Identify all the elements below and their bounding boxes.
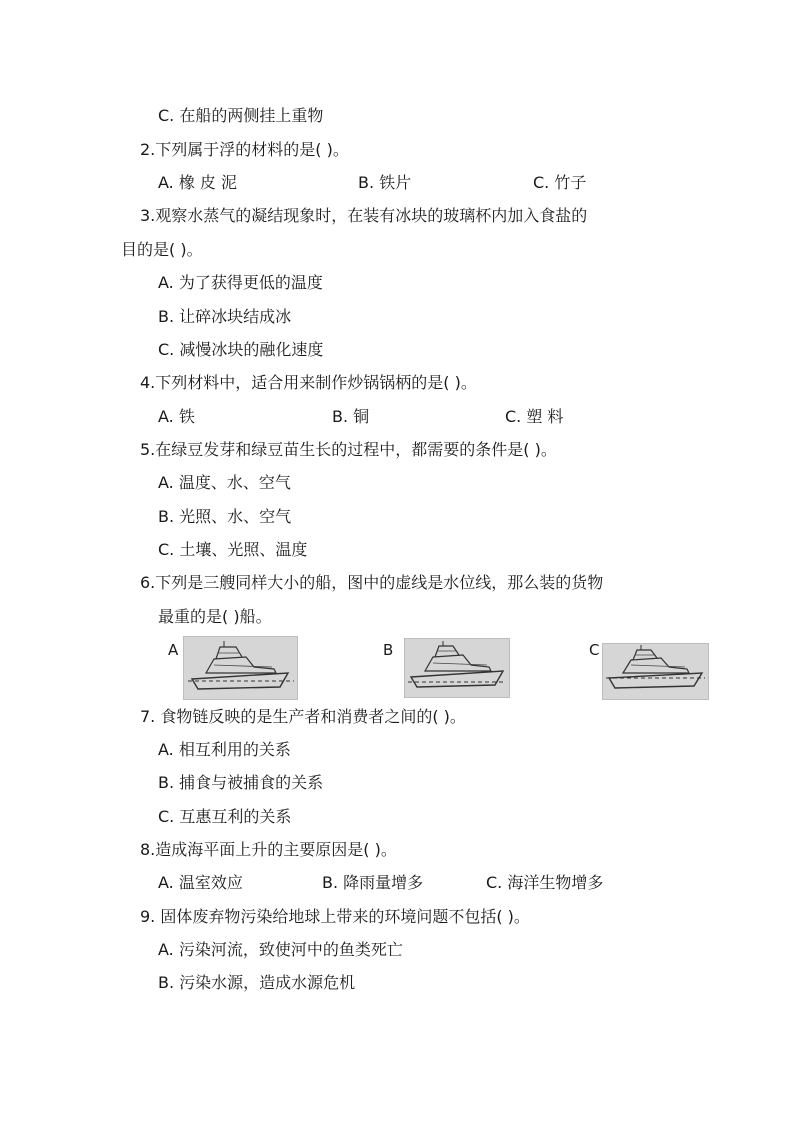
q8-question: 8.造成海平面上升的主要原因是( )。: [140, 840, 397, 859]
boat-a-image: [183, 636, 298, 700]
q9-question: 9. 固体废弃物污染给地球上带来的环境问题不包括( )。: [140, 907, 530, 926]
q5-question: 5.在绿豆发芽和绿豆苗生长的过程中，都需要的条件是( )。: [140, 440, 557, 459]
q3-question-line2: 目的是( )。: [121, 240, 203, 259]
q6-question-line2: 最重的是( )船。: [158, 607, 272, 626]
boat-icon: [603, 644, 708, 699]
q1-option-c: C. 在船的两侧挂上重物: [158, 106, 324, 125]
boat-icon: [184, 637, 297, 699]
q7-option-b: B. 捕食与被捕食的关系: [158, 773, 324, 792]
q4-option-a: A. 铁: [158, 407, 195, 426]
q4-options: [0, 407, 794, 427]
boat-c-label: C: [589, 641, 600, 659]
boat-c-image: [602, 643, 709, 700]
boat-b-image: [404, 638, 510, 698]
q3-option-c: C. 减慢冰块的融化速度: [158, 340, 324, 359]
q3-option-a: A. 为了获得更低的温度: [158, 273, 323, 292]
q2-option-c: C. 竹子: [533, 173, 587, 192]
q6-question-line1: 6.下列是三艘同样大小的船，图中的虚线是水位线，那么装的货物: [140, 573, 604, 592]
q3-option-b: B. 让碎冰块结成冰: [158, 307, 292, 326]
q8-option-a: A. 温室效应: [158, 873, 243, 892]
q4-option-b: B. 铜: [332, 407, 370, 426]
q9-option-a: A. 污染河流，致使河中的鱼类死亡: [158, 940, 403, 959]
q2-option-b: B. 铁片: [358, 173, 412, 192]
q5-option-a: A. 温度、水、空气: [158, 473, 291, 492]
boat-icon: [405, 639, 509, 697]
q8-options: [0, 873, 794, 893]
q9-option-b: B. 污染水源，造成水源危机: [158, 973, 356, 992]
q5-option-b: B. 光照、水、空气: [158, 507, 292, 526]
boat-a-label: A: [168, 641, 179, 659]
q4-question: 4.下列材料中，适合用来制作炒锅锅柄的是( )。: [140, 373, 477, 392]
q2-option-a: A. 橡 皮 泥: [158, 173, 238, 192]
q8-option-b: B. 降雨量增多: [322, 873, 424, 892]
q7-option-a: A. 相互利用的关系: [158, 740, 291, 759]
q7-question: 7. 食物链反映的是生产者和消费者之间的( )。: [140, 707, 466, 726]
q4-option-c: C. 塑 料: [505, 407, 564, 426]
q2-question: 2.下列属于浮的材料的是( )。: [140, 140, 349, 159]
q7-option-c: C. 互惠互利的关系: [158, 807, 292, 826]
q8-option-c: C. 海洋生物增多: [486, 873, 604, 892]
boat-b-label: B: [383, 641, 394, 659]
q2-options: [0, 173, 794, 193]
q5-option-c: C. 土壤、光照、温度: [158, 540, 308, 559]
q3-question-line1: 3.观察水蒸气的凝结现象时，在装有冰块的玻璃杯内加入食盐的: [140, 206, 588, 225]
